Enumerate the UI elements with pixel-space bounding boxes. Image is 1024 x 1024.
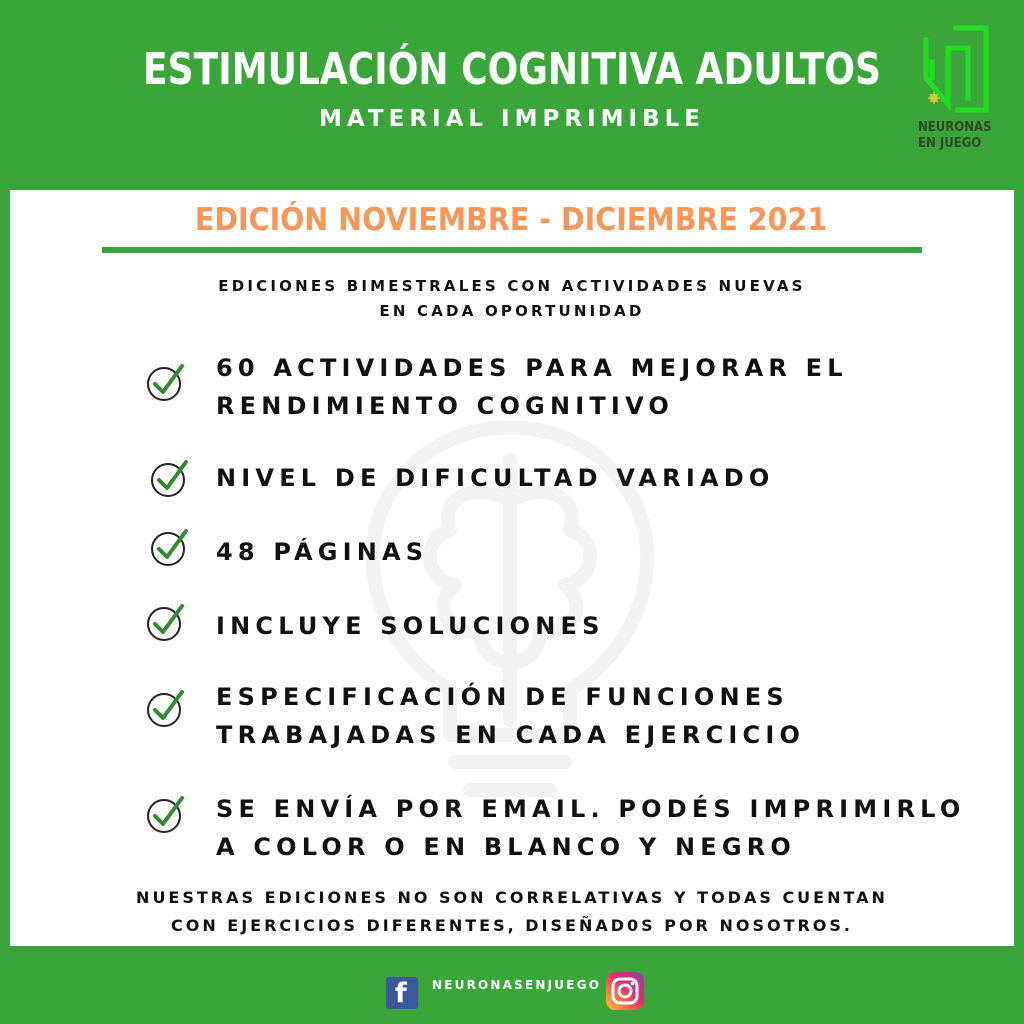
check-icon xyxy=(144,794,186,834)
check-icon xyxy=(148,458,190,498)
check-icon xyxy=(144,602,186,642)
feature-item: 60 ACTIVIDADES PARA MEJORAR EL RENDIMIENTO COGNITIVO xyxy=(216,354,848,420)
instagram-glyph-icon xyxy=(606,972,644,1010)
feature-item: SE ENVÍA POR EMAIL. PODÉS IMPRIMIRLO A COLOR O EN BLANCO Y NEGRO xyxy=(216,795,966,861)
brand-wordmark: NEURONAS EN JUEGO xyxy=(918,120,992,151)
intro-text: EDICIONES BIMESTRALES CON ACTIVIDADES NUEVAS EN CADA OPORTUNIDAD xyxy=(218,277,806,320)
divider xyxy=(102,247,922,253)
feature-item: INCLUYE SOLUCIONES xyxy=(216,612,605,640)
social-handle[interactable]: NEURONASENJUEGO xyxy=(432,978,602,992)
edition-heading: EDICIÓN NOVIEMBRE - DICIEMBRE 2021 xyxy=(194,202,828,238)
feature-item: 48 PÁGINAS xyxy=(216,538,429,566)
check-icon xyxy=(144,362,186,402)
facebook-icon[interactable]: f xyxy=(386,977,418,1009)
check-icon xyxy=(148,527,190,567)
page-title: ESTIMULACIÓN COGNITIVA ADULTOS xyxy=(143,44,881,95)
footer-note: NUESTRAS EDICIONES NO SON CORRELATIVAS Y TODAS CUENTAN CON EJERCICIOS DIFERENTES, DISEÑAD0S POR NOSOTROS. xyxy=(136,888,888,935)
page-subtitle: MATERIAL IMPRIMIBLE xyxy=(319,106,705,132)
feature-item: NIVEL DE DIFICULTAD VARIADO xyxy=(216,464,775,492)
instagram-icon[interactable] xyxy=(606,972,644,1010)
feature-item: ESPECIFICACIÓN DE FUNCIONES TRABAJADAS EN CADA EJERCICIO xyxy=(216,683,806,749)
check-icon xyxy=(144,688,186,728)
